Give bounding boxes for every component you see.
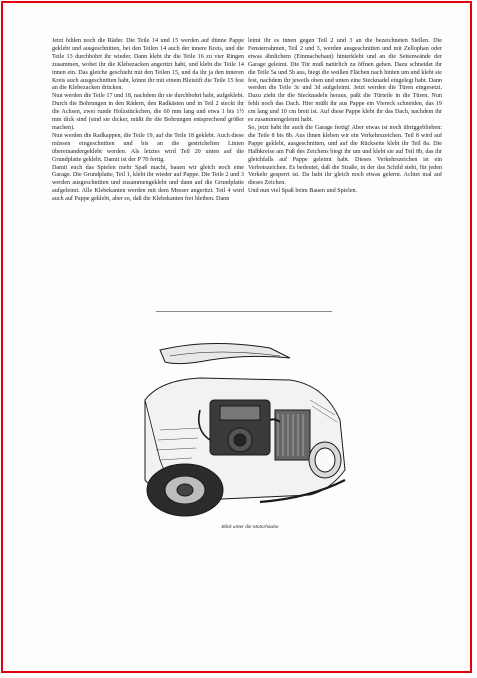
paragraph: leimt ihr es innen gegen Teil 2 und 3 an die bezeichneten Stellen. Die Fensterrahmen, Teil 2 und 3, werden ausgeschnitten und mit Zellophan oder etwas ähnlichem (Einmachehaut) hinterklebt und an die Seitenwände der Garage geleimt. Die Tür muß natürlich zu öffnen gehen. Dazu schneidet ihr die Teile 5a und 5b aus, biegt die weißen Flächen nach hinten um und klebt sie fest, nachdem ihr jeweils oben und unten eine Stecknadel eingelegt habt. Dann werden die Teile 3c und 3d aufgeleimt. Jetzt werden die Türen eingesetzt. Dazu zieht ihr die Stecknadeln heraus, paßt die Türteile in die Türen. Nun fehlt noch das Dach. Hier müßt ihr aus Pappe ein Viereck schneiden, das 19 cm lang und 10 cm breit ist. Auf diese Pappe klebt ihr das Dach, nachdem ihr es zusammengeleimt habt.	[248, 38, 442, 124]
section-divider	[156, 311, 332, 312]
paragraph: Damit euch das Spielen mehr Spaß macht, bauen wir gleich noch eine Garage. Die Grundplatte, Teil 1, klebt ihr wieder auf Pappe. Die Teile 2 und 3 werden ausgeschnitten und zusammengeklebt und dann auf die Grundplatte aufgeleimt. Alle Klebekanten werden mit dem Messer angeritzt. Teil 4 wird auch auf Pappe geklebt, aber so, daß die Klebekanten frei bleiben. Dann	[52, 164, 244, 203]
paragraph: So, jetzt habt ihr auch die Garage fertig! Aber etwas ist noch übriggeblieben: die Teile 8 bis 8b. Aus ihnen kleben wir ein Verkehrszeichen. Teil 8 wird auf Pappe geklebt, ausgeschnitten, und auf die Rückseite klebt ihr Teil 8a. Die Halbkreise am Fuß des Zeichens biegt ihr um und klebt sie auf Teil 8b, das ihr gleichfalls auf Pappe geleimt habt. Dieses Verkehrszeichen ist ein Verbotszeichen. Es bedeutet, daß die Straße, in der das Schild steht, für jeden Verkehr gesperrt ist. Da habt ihr gleich noch etwas gelernt. Achtet mal auf dieses Zeichen.	[248, 124, 442, 187]
paragraph: Und nun viel Spaß beim Bauen und Spielen.	[248, 188, 358, 195]
engine-bay-illustration	[140, 340, 350, 520]
left-column	[52, 38, 244, 204]
right-column	[248, 38, 442, 196]
paragraph: Nun werden die Teile 17 und 18, nachdem ihr sie durchbohrt habt, aufgeklebt. Durch die Bohrungen in den Rädern, den Radkästen und in Teil 2 steckt ihr die Achsen, zwei runde Holzstückchen, die 60 mm lang und etwa 1 bis 1½ mm dick sind (sind sie dicker, müßt ihr die Bohrungen entsprechend größer machen).	[52, 93, 244, 131]
paragraph: Nun werden die Radkappen, die Teile 19, auf die Teile 18 geklebt. Auch diese müssen eingeschnitten und bis an die gestrichelten Linien übereinandergeklebt werden. Als letztes wird Teil 20 unten auf die Grundplatte geklebt. Damit ist der P 70 fertig.	[52, 132, 244, 163]
paragraph: Jetzt fehlen noch die Räder. Die Teile 14 und 15 werden auf dünne Pappe geklebt und ausgeschnitten, bei den Teilen 14 auch der innere Kreis, und die Teile 13 durchbohrt ihr wieder. Dann klebt ihr die Teile 16 zu vier Ringen zusammen, wobei ihr die Klebezacken angeritzt habt, und klebt die Teile 14 innen ein. Das gleiche geschieht mit den Teilen 15, und da ihr ja den inneren Kreis auch ausgeschnitten habt, könnt ihr mit einem Bleistift die Teile 15 fest an die Klebezacken drücken.	[52, 38, 244, 92]
figure-caption: Blick unter die Motorhaube	[221, 525, 279, 530]
